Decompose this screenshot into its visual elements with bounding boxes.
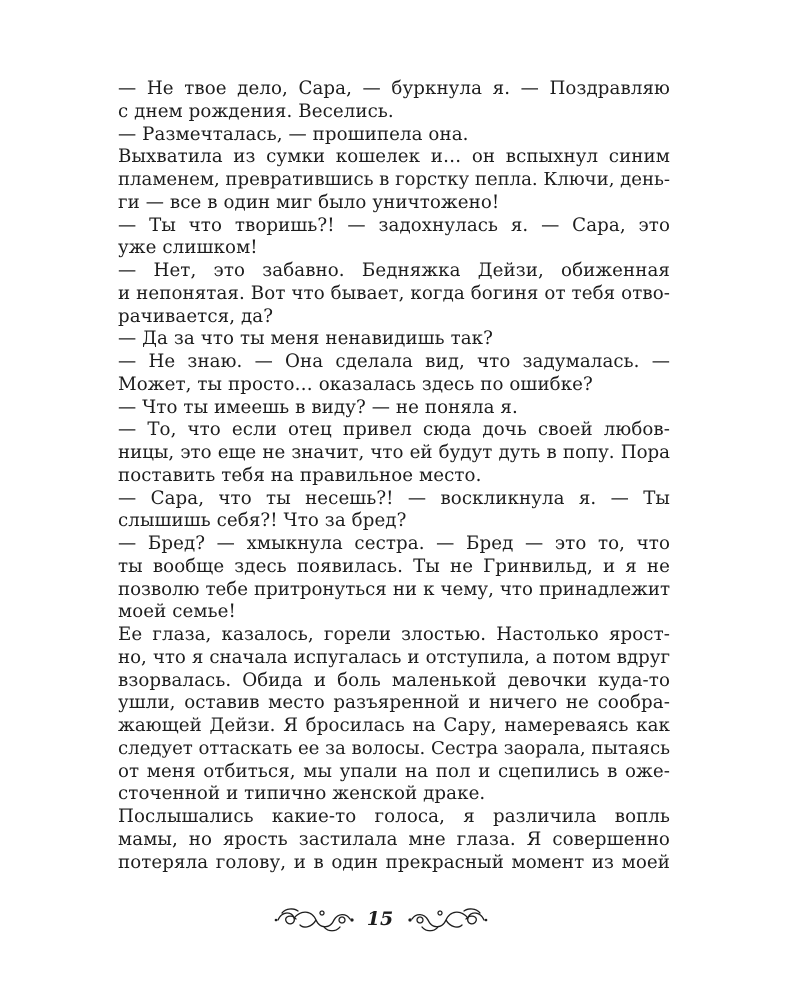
- text-line: мамы, но ярость застилала мне глаза. Я совершенно: [118, 828, 670, 850]
- text-line: Ее глаза, казалось, горели злостью. Настолько ярост-: [118, 624, 670, 645]
- text-line: — Ты что творишь?! — задохнулась я. — Сара, это: [118, 214, 670, 236]
- text-line: — Что ты имеешь в виду? — не поняла я.: [118, 396, 518, 418]
- text-line: — Бред? — хмыкнула сестра. — Бред — это то, что: [118, 533, 670, 554]
- text-line: Выхватила из сумки кошелек и… он вспыхнул синим: [118, 146, 670, 168]
- text-line: позволю тебе притронуться ни к чему, что принадлежит: [118, 578, 670, 600]
- text-line: сточенной и типично женской драке.: [118, 783, 486, 805]
- text-line: от меня отбиться, мы упали на пол и сцепились в оже-: [118, 760, 670, 782]
- text-line: пламенем, превратившись в горстку пепла. Ключи, день-: [118, 169, 670, 190]
- text-line: Послышались какие-то голоса, я различила вопль: [118, 806, 670, 827]
- text-line: — Сара, что ты несешь?! — воскликнула я. — Ты: [118, 487, 670, 509]
- text-line: уже слишком!: [118, 237, 258, 259]
- text-line: — Да за что ты меня ненавидишь так?: [118, 328, 493, 350]
- text-line: взорвалась. Обида и боль маленькой девочки куда-то: [118, 669, 670, 691]
- text-line: — Не знаю. — Она сделала вид, что задумалась. —: [118, 351, 670, 372]
- text-line: — То, что если отец привел сюда дочь своей любов-: [118, 419, 670, 441]
- text-line: потеряла голову, и в один прекрасный момент из моей: [118, 851, 670, 873]
- left-flourish-icon: [272, 905, 356, 935]
- text-line: моей семье!: [118, 601, 236, 623]
- right-flourish-icon: [406, 905, 490, 935]
- text-line: — Размечталась, — прошипела она.: [118, 123, 469, 145]
- text-line: ги — все в один миг было уничтожено!: [118, 191, 500, 213]
- text-line: ницы, это еще не значит, что ей будут дуть в попу. Пора: [118, 442, 670, 463]
- text-line: ушли, оставив место разъяренной и ничего не сообра-: [118, 692, 670, 714]
- text-line: жающей Дейзи. Я бросилась на Сару, намереваясь как: [118, 715, 670, 736]
- text-line: ты вообще здесь появилась. Ты не Гринвильд, и я не: [118, 555, 670, 577]
- text-line: Может, ты просто… оказалась здесь по ошибке?: [118, 373, 593, 395]
- text-line: поставить тебя на правильное место.: [118, 464, 482, 486]
- page-number: 15: [366, 908, 394, 930]
- book-page-text: [118, 78, 670, 918]
- text-line: — Не твое дело, Сара, — буркнула я. — Поздравляю: [118, 78, 670, 99]
- text-line: рачивается, да?: [118, 305, 274, 327]
- text-line: следует оттаскать ее за волосы. Сестра заорала, пытаясь: [118, 737, 670, 759]
- page-footer: [0, 905, 800, 935]
- text-line: и непонятая. Вот что бывает, когда богиня от тебя отво-: [118, 282, 670, 304]
- text-line: с днем рождения. Веселись.: [118, 100, 394, 122]
- text-line: — Нет, это забавно. Бедняжка Дейзи, обиженная: [118, 260, 670, 281]
- text-line: слышишь себя?! Что за бред?: [118, 510, 407, 532]
- text-line: но, что я сначала испугалась и отступила, а потом вдруг: [118, 646, 670, 668]
